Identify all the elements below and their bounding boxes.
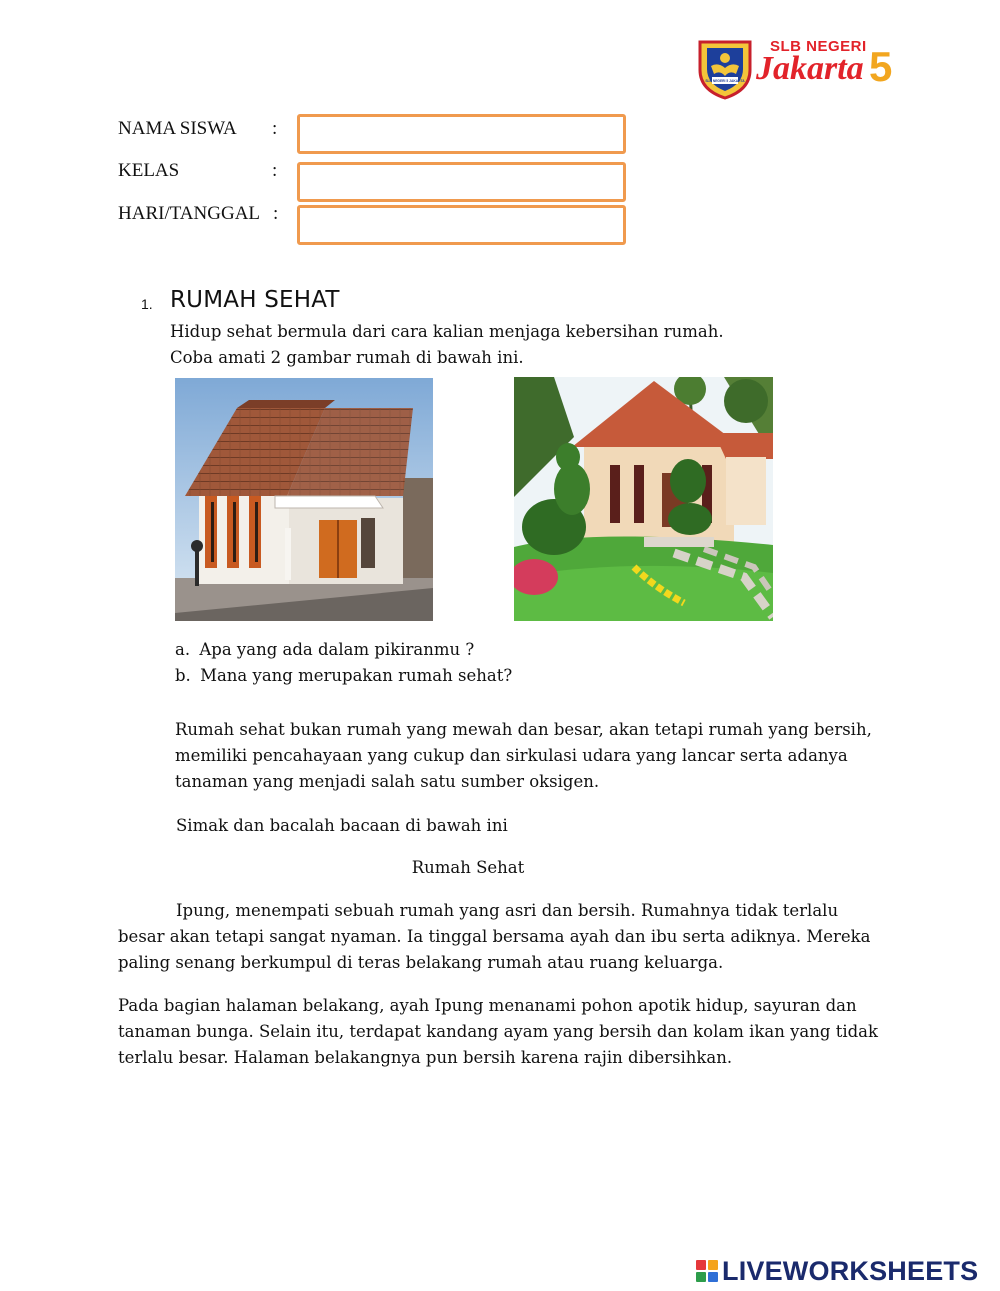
- section-number: 1.: [141, 296, 153, 312]
- paragraph-1-line: paling senang berkumpul di teras belakang rumah atau ruang keluarga.: [118, 953, 724, 972]
- form-label-class: KELAS: [118, 160, 180, 181]
- logo-line-2: Jakarta: [756, 50, 864, 87]
- explanation-line: Rumah sehat bukan rumah yang mewah dan besar, akan tetapi rumah yang bersih,: [175, 720, 872, 739]
- school-logo: [696, 36, 900, 100]
- class-input[interactable]: [297, 162, 626, 202]
- question-a: [175, 637, 474, 663]
- question-text: Mana yang merupakan rumah sehat?: [200, 666, 513, 685]
- paragraph-1-line: besar akan tetapi sangat nyaman. Ia tinggal bersama ayah dan ibu serta adiknya. Mereka: [118, 927, 871, 946]
- reading-title: Rumah Sehat: [411, 858, 525, 877]
- explanation-line: tanaman yang menjadi salah satu sumber oksigen.: [175, 772, 600, 791]
- shield-text: SLB NEGERI 5 JAKARTA: [705, 79, 745, 84]
- liveworksheets-logo-icon: [696, 1260, 718, 1282]
- small-house-photo: [175, 378, 433, 621]
- paragraph-2-line: tanaman bunga. Selain itu, terdapat kandang ayam yang bersih dan kolam ikan yang tidak: [118, 1022, 878, 1041]
- section-title: RUMAH SEHAT: [170, 287, 340, 313]
- paragraph-1-line: Ipung, menempati sebuah rumah yang asri dan bersih. Rumahnya tidak terlalu: [176, 901, 839, 920]
- explanation-line: memiliki pencahayaan yang cukup dan sirkulasi udara yang lancar serta adanya: [175, 746, 848, 765]
- paragraph-2-line: terlalu besar. Halaman belakangnya pun bersih karena rajin dibersihkan.: [118, 1048, 733, 1067]
- logo-line-1: SLB NEGERI: [770, 38, 867, 55]
- logo-number: 5: [869, 43, 893, 90]
- brand-text: LIVEWORKSHEETS: [722, 1255, 979, 1286]
- question-text: Apa yang ada dalam pikiranmu ?: [199, 640, 475, 659]
- student-name-input[interactable]: [297, 114, 626, 154]
- form-label-name: NAMA SISWA: [118, 118, 237, 139]
- intro-line-1: Hidup sehat bermula dari cara kalian menjaga kebersihan rumah.: [170, 322, 724, 341]
- brand-block: [708, 1272, 718, 1282]
- reading-instruction: Simak dan bacalah bacaan di bawah ini: [176, 816, 508, 835]
- intro-line-2: Coba amati 2 gambar rumah di bawah ini.: [170, 348, 524, 367]
- garden-house-photo: [514, 377, 773, 621]
- question-b: [175, 663, 512, 689]
- form-label-date: HARI/TANGGAL: [118, 203, 261, 224]
- brand-block: [696, 1272, 706, 1282]
- school-shield-icon: [696, 36, 754, 100]
- question-letter: a.: [175, 640, 191, 659]
- brand-block: [696, 1260, 706, 1270]
- form-colon: :: [273, 203, 279, 224]
- liveworksheets-brand: [696, 1254, 978, 1288]
- form-colon: :: [272, 118, 278, 139]
- brand-block: [708, 1260, 718, 1270]
- question-letter: b.: [175, 666, 191, 685]
- paragraph-2-line: Pada bagian halaman belakang, ayah Ipung menanami pohon apotik hidup, sayuran dan: [118, 996, 857, 1015]
- form-colon: :: [272, 160, 278, 181]
- date-input[interactable]: [297, 205, 626, 245]
